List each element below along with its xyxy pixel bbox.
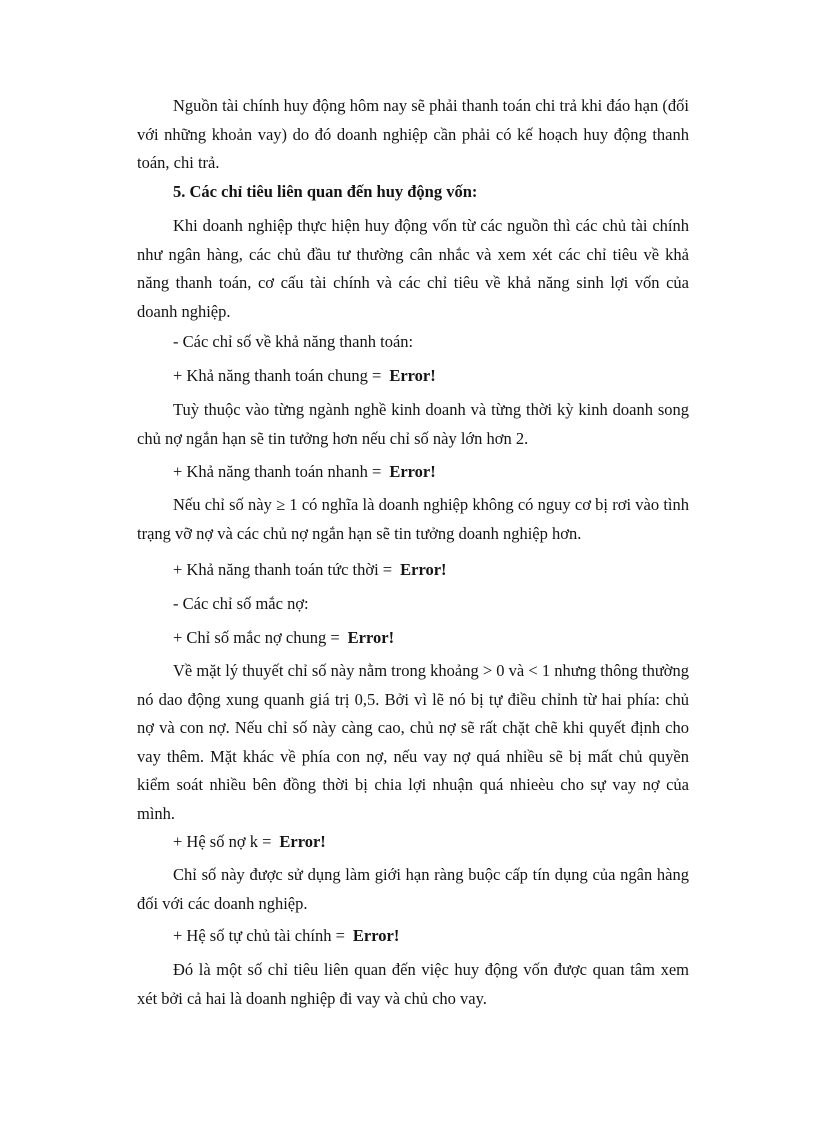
paragraph-repayment: Nguồn tài chính huy động hôm nay sẽ phải thanh toán chi trả khi đáo hạn (đối với những khoản vay) do đó doanh nghiệp cần phải có kế hoạch huy động thanh toán, chi trả. <box>137 96 689 173</box>
formula-general-liquidity <box>173 364 436 388</box>
paragraph-conclusion: Đó là một số chỉ tiêu liên quan đến việc huy động vốn được quan tâm xem xét bởi cả hai là doanh nghiệp đi vay và chủ cho vay. <box>137 960 689 1008</box>
section-heading: 5. Các chỉ tiêu liên quan đến huy động vốn: <box>173 182 478 201</box>
formula-label: + Khả năng thanh toán nhanh = <box>173 462 382 481</box>
formula-label: + Chỉ số mắc nợ chung = <box>173 628 340 647</box>
formula-label: + Hệ số nợ k = <box>173 832 272 851</box>
formula-error: Error! <box>389 462 436 481</box>
formula-label: + Khả năng thanh toán chung = <box>173 366 382 385</box>
formula-debt-coefficient <box>173 830 326 854</box>
formula-quick-liquidity <box>173 460 436 484</box>
formula-instant-liquidity <box>173 558 447 582</box>
subheading-debt: - Các chỉ số mắc nợ: <box>173 594 309 613</box>
formula-self-financing <box>173 924 399 948</box>
formula-error: Error! <box>279 832 326 851</box>
subheading-liquidity: - Các chỉ số về khả năng thanh toán: <box>173 332 414 351</box>
paragraph-capital-sources: Khi doanh nghiệp thực hiện huy động vốn từ các nguồn thì các chủ tài chính như ngân hàng, các chủ đầu tư thường cân nhắc và xem xét các chỉ tiêu về khả năng thanh toán, cơ cấu tài chính và các chỉ tiêu về khả năng sinh lợi vốn của doanh nghiệp. <box>137 216 689 321</box>
paragraph-quick-note: Nếu chỉ số này ≥ 1 có nghĩa là doanh nghiệp không có nguy cơ bị rơi vào tình trạng vỡ nợ và các chủ nợ ngắn hạn sẽ tin tưởng doanh nghiệp hơn. <box>137 495 689 543</box>
formula-error: Error! <box>389 366 436 385</box>
formula-error: Error! <box>347 628 395 647</box>
formula-debt-ratio <box>173 626 394 650</box>
paragraph-liquidity-note: Tuỳ thuộc vào từng ngành nghề kinh doanh và từng thời kỳ kinh doanh song chủ nợ ngắn hạn sẽ tin tưởng hơn nếu chỉ số này lớn hơn 2. <box>137 400 689 448</box>
paragraph-debt-theory: Về mặt lý thuyết chỉ số này nằm trong khoảng > 0 và < 1 nhưng thông thường nó dao động xung quanh giá trị 0,5. Bởi vì lẽ nó bị tự điều chỉnh từ hai phía: chủ nợ và con nợ. Nếu chỉ số này càng cao, chủ nợ sẽ rất chặt chẽ khi quyết định cho vay thêm. Mặt khác về phía con nợ, nếu vay nợ quá nhiều sẽ bị mất chủ quyền kiểm soát nhiều bên đồng thời bị chia lợi nhuận quá nhieèu cho sự vay nợ của mình. <box>137 661 689 823</box>
paragraph-credit-limit: Chỉ số này được sử dụng làm giới hạn ràng buộc cấp tín dụng của ngân hàng đối với các doanh nghiệp. <box>137 865 689 913</box>
formula-error: Error! <box>352 926 400 945</box>
formula-label: + Khả năng thanh toán tức thời = <box>173 560 393 579</box>
formula-error: Error! <box>400 560 447 579</box>
formula-label: + Hệ số tự chủ tài chính = <box>173 926 345 945</box>
